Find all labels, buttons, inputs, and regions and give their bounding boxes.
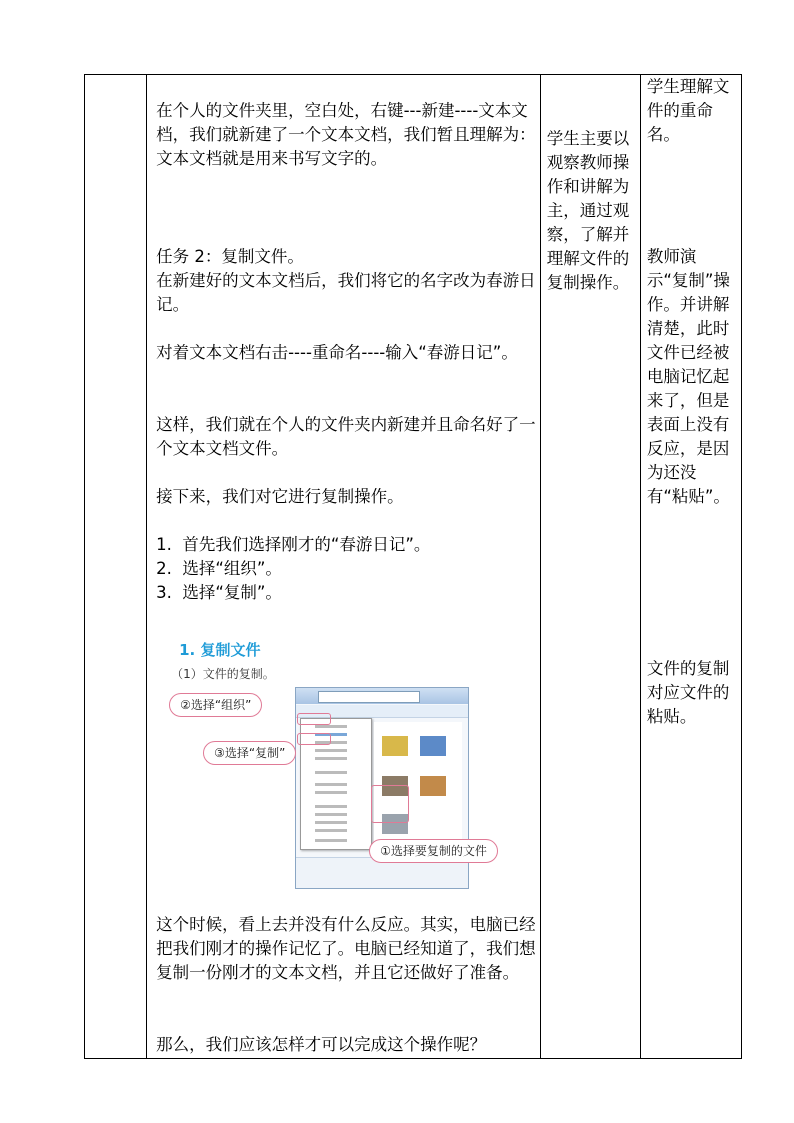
lesson-table xyxy=(84,74,742,1059)
content-column xyxy=(147,75,541,1059)
paragraph-copy-intro: 接下来，我们对它进行复制操作。 xyxy=(156,487,404,506)
callout-select-copy: ③选择“复制” xyxy=(203,741,296,765)
paragraph-question: 那么，我们应该怎样才可以完成这个操作呢？ xyxy=(156,1035,487,1054)
step-item-3: 3. 选择“复制”。 xyxy=(156,583,282,602)
paragraph-created: 这样，我们就在个人的文件夹内新建并且命名好了一个文本文档文件。 xyxy=(156,415,536,458)
paragraph-no-reaction: 这个时候，看上去并没有什么反应。其实，电脑已经把我们刚才的操作记忆了。电脑已经知道了，我们想复制一份刚才的文本文档，并且它还做好了准备。 xyxy=(156,915,536,982)
paragraph-new-document: 在个人的文件夹里，空白处，右键---新建----文本文档，我们就新建了一个文本文档，我们暂且理解为：文本文档就是用来书写文字的。 xyxy=(156,101,536,168)
empty-column xyxy=(85,75,147,1059)
student-activity-text: 学生主要以观察教师操作和讲解为主，通过观察，了解并理解文件的复制操作。 xyxy=(546,129,630,292)
task-2-heading: 任务 2：复制文件。 xyxy=(156,247,304,266)
organize-highlight xyxy=(297,713,331,725)
teacher-notes-column xyxy=(640,75,741,1059)
teacher-note-rename: 学生理解文件的重命名。 xyxy=(646,77,730,144)
paragraph-rename-steps: 对着文本文档右击----重命名----输入“春游日记”。 xyxy=(156,343,518,362)
copy-highlight xyxy=(297,733,331,745)
callout-select-file: ①选择要复制的文件 xyxy=(369,839,498,863)
explorer-titlebar xyxy=(296,688,468,704)
selected-file-highlight xyxy=(371,785,409,823)
figure-title: 1. 复制文件 xyxy=(179,641,261,659)
step-item-1: 1. 首先我们选择刚才的“春游日记”。 xyxy=(156,535,431,554)
teacher-note-copy-demo: 教师演示“复制”操作。并讲解清楚，此时文件已经被电脑记忆起来了，但是表面上没有反应，是因为还没有“粘贴”。 xyxy=(646,247,730,506)
step-item-2: 2. 选择“组织”。 xyxy=(156,559,282,578)
picture-library-image xyxy=(374,722,462,842)
callout-select-organize: ②选择“组织” xyxy=(169,693,262,717)
figure-subtitle: （1）文件的复制。 xyxy=(171,667,275,681)
student-activity-column xyxy=(540,75,640,1059)
teacher-note-paste: 文件的复制对应文件的粘贴。 xyxy=(646,659,730,726)
copy-file-screenshot-figure xyxy=(165,635,535,891)
paragraph-rename-intro: 在新建好的文本文档后，我们将它的名字改为春游日记。 xyxy=(156,271,536,314)
